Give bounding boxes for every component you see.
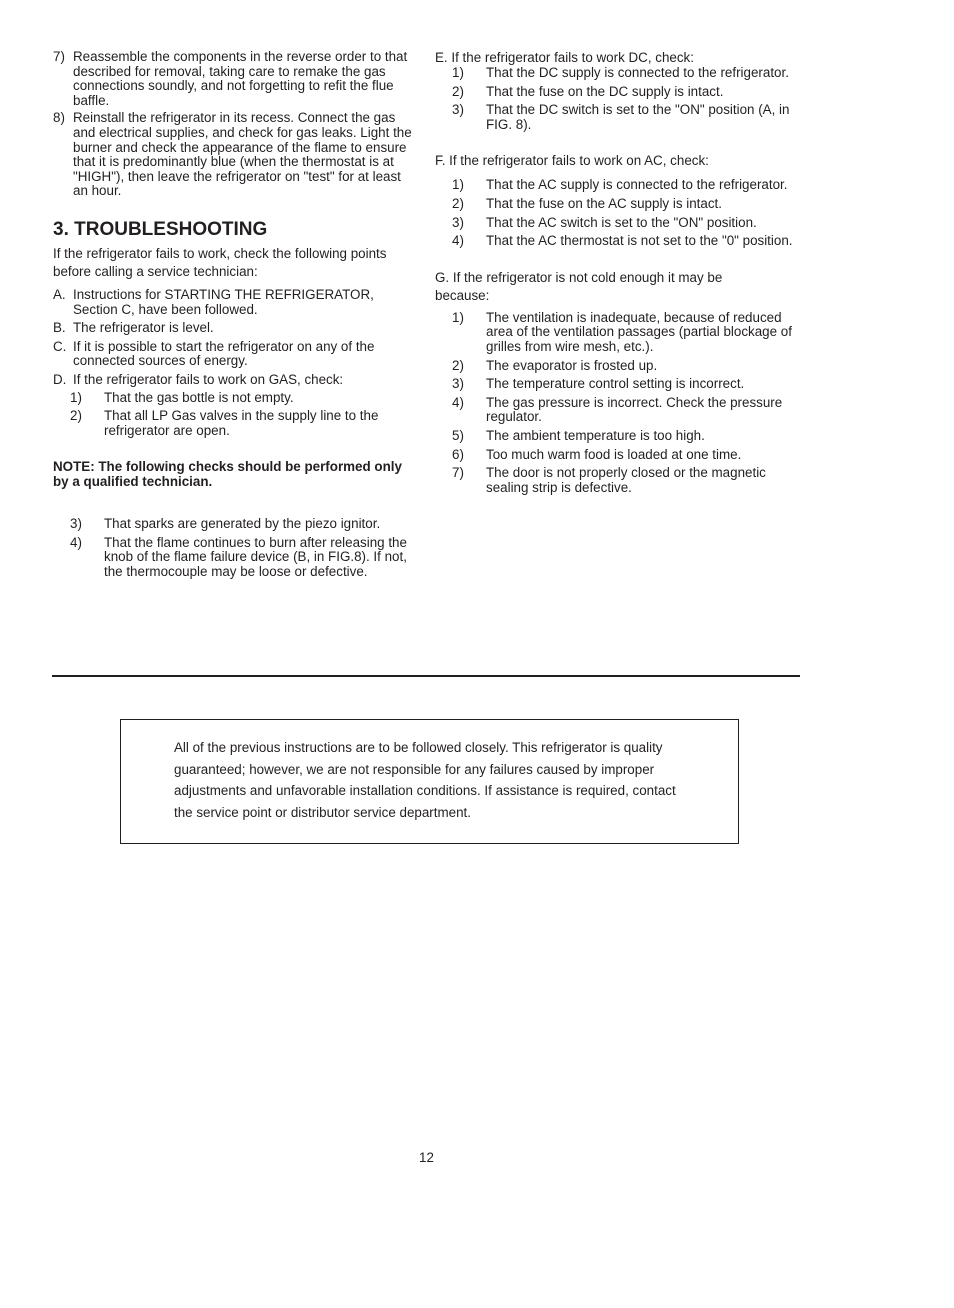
ac-check-4: 4) That the AC thermostat is not set to the "0" position. xyxy=(452,233,793,249)
dc-check-3: 3) That the DC switch is set to the "ON" position (A, in FIG. 8). xyxy=(452,102,790,132)
cold-heading: G. If the refrigerator is not cold enough it may be because: xyxy=(435,269,723,303)
technician-note: NOTE: The following checks should be performed only by a qualified technician. xyxy=(53,459,402,490)
right-column xyxy=(435,50,805,499)
left-column xyxy=(53,50,418,584)
ac-check-1: 1) That the AC supply is connected to the refrigerator. xyxy=(452,177,788,193)
reassembly-step-8: 8) Reinstall the refrigerator in its recess. Connect the gas and electrical supplies, and check for gas leaks. Light the burner and check the appearance of the flame to ensure that it is predominantly blue (when the thermostat is at "HIGH"), then leave the refrigerator on "test" for at least an hour. xyxy=(53,110,412,199)
ac-check-3: 3) That the AC switch is set to the "ON" position. xyxy=(452,214,757,230)
check-item-a: A. Instructions for STARTING THE REFRIGERATOR, Section C, have been followed. xyxy=(53,286,374,317)
dc-check-1: 1) That the DC supply is connected to the refrigerator. xyxy=(452,65,789,80)
cold-cause-5: 5) The ambient temperature is too high. xyxy=(452,427,705,443)
section-heading: 3. TROUBLESHOOTING xyxy=(53,218,268,240)
gas-check-1: 1) That the gas bottle is not empty. xyxy=(70,389,294,405)
gas-check-4: 4) That the flame continues to burn after releasing the knob of the flame failure device (B, in FIG.8). If not, the thermocouple may be loose or defective. xyxy=(70,534,407,580)
check-item-d: D. If the refrigerator fails to work on GAS, check: xyxy=(53,371,344,387)
gas-check-2: 2) That all LP Gas valves in the supply line to the refrigerator are open. xyxy=(70,408,379,438)
cold-cause-3: 3) The temperature control setting is incorrect. xyxy=(452,376,745,392)
horizontal-divider xyxy=(52,675,800,677)
dc-check-2: 2) That the fuse on the DC supply is intact. xyxy=(452,83,724,99)
ac-check-2: 2) That the fuse on the AC supply is intact. xyxy=(452,195,722,211)
troubleshooting-intro: If the refrigerator fails to work, check the following points before calling a service technician: xyxy=(53,245,387,279)
check-item-b: B. The refrigerator is level. xyxy=(53,320,214,336)
ac-heading: F. If the refrigerator fails to work on AC, check: xyxy=(435,153,709,169)
notice-text: All of the previous instructions are to be followed closely. This refrigerator is quality guaranteed; however, we are not responsible for any failures caused by improper adjustments and unfavorable installation conditions. If assistance is required, contact the service point or distributor service department. xyxy=(174,740,676,820)
cold-cause-7: 7) The door is not properly closed or the magnetic sealing strip is defective. xyxy=(452,465,766,495)
notice-box xyxy=(120,719,739,844)
page-number: 12 xyxy=(419,1150,434,1165)
dc-heading: E. If the refrigerator fails to work DC, check: xyxy=(435,50,694,65)
reassembly-step-7: 7) Reassemble the components in the reverse order to that described for removal, taking care to remake the gas connections soundly, and not forgetting to refit the flue baffle. xyxy=(53,49,408,108)
cold-cause-6: 6) Too much warm food is loaded at one time. xyxy=(452,446,742,462)
gas-check-3: 3) That sparks are generated by the piezo ignitor. xyxy=(70,516,381,532)
check-item-c: C. If it is possible to start the refrigerator on any of the connected sources of energy. xyxy=(53,338,375,369)
cold-cause-4: 4) The gas pressure is incorrect. Check the pressure regulator. xyxy=(452,394,783,425)
cold-cause-2: 2) The evaporator is frosted up. xyxy=(452,357,658,373)
cold-cause-1: 1) The ventilation is inadequate, because of reduced area of the ventilation passages (partial blockage of grilles from wire mesh, etc.). xyxy=(452,309,792,354)
